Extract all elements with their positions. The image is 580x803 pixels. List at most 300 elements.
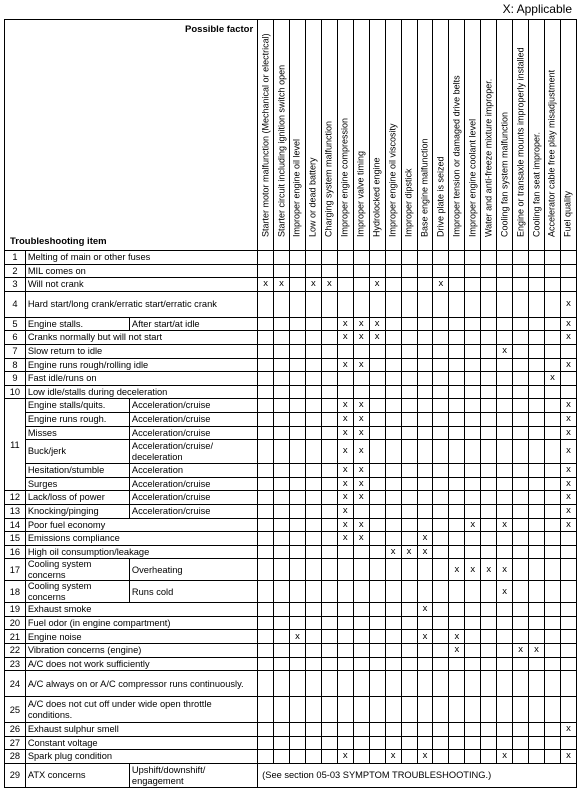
empty-cell xyxy=(449,291,465,317)
empty-cell xyxy=(513,532,529,546)
empty-cell xyxy=(274,291,290,317)
empty-cell xyxy=(369,464,385,478)
empty-cell xyxy=(337,657,353,671)
empty-cell xyxy=(513,603,529,617)
applicable-mark: x xyxy=(497,559,513,581)
row-number: 9 xyxy=(5,372,26,386)
applicable-mark: x xyxy=(465,518,481,532)
applicable-mark: x xyxy=(353,426,369,440)
empty-cell xyxy=(401,251,417,265)
empty-cell xyxy=(401,291,417,317)
empty-cell xyxy=(321,504,337,518)
empty-cell xyxy=(258,657,274,671)
troubleshooting-item: Cooling system concerns xyxy=(25,581,129,603)
empty-cell xyxy=(513,264,529,278)
applicable-mark: x xyxy=(560,477,576,491)
empty-cell xyxy=(258,545,274,559)
applicable-mark: x xyxy=(560,504,576,518)
empty-cell xyxy=(417,697,433,723)
empty-cell xyxy=(529,559,545,581)
empty-cell xyxy=(417,504,433,518)
table-row xyxy=(5,426,577,440)
empty-cell xyxy=(321,616,337,630)
empty-cell xyxy=(465,317,481,331)
empty-cell xyxy=(274,697,290,723)
empty-cell xyxy=(258,477,274,491)
applicable-mark: x xyxy=(369,278,385,292)
table-row xyxy=(5,331,577,345)
empty-cell xyxy=(465,723,481,737)
empty-cell xyxy=(560,559,576,581)
empty-cell xyxy=(465,426,481,440)
empty-cell xyxy=(290,736,306,750)
row-number: 8 xyxy=(5,358,26,372)
empty-cell xyxy=(433,412,449,426)
empty-cell xyxy=(513,630,529,644)
empty-cell xyxy=(305,532,321,546)
empty-cell xyxy=(274,545,290,559)
empty-cell xyxy=(305,317,321,331)
applicable-mark: x xyxy=(465,559,481,581)
empty-cell xyxy=(465,504,481,518)
applicable-mark: x xyxy=(337,532,353,546)
applicable-mark: x xyxy=(560,491,576,505)
factor-label: Improper valve timing xyxy=(355,150,366,237)
empty-cell xyxy=(385,464,401,478)
applicable-mark: x xyxy=(337,412,353,426)
empty-cell xyxy=(305,440,321,464)
empty-cell xyxy=(417,358,433,372)
empty-cell xyxy=(369,477,385,491)
empty-cell xyxy=(529,723,545,737)
row-number: 16 xyxy=(5,545,26,559)
empty-cell xyxy=(497,697,513,723)
empty-cell xyxy=(433,630,449,644)
row-number: 5 xyxy=(5,317,26,331)
empty-cell xyxy=(305,616,321,630)
empty-cell xyxy=(545,399,561,413)
empty-cell xyxy=(449,372,465,386)
empty-cell xyxy=(529,412,545,426)
empty-cell xyxy=(497,358,513,372)
empty-cell xyxy=(481,331,497,345)
empty-cell xyxy=(369,630,385,644)
empty-cell xyxy=(481,504,497,518)
empty-cell xyxy=(258,630,274,644)
empty-cell xyxy=(529,426,545,440)
table-row xyxy=(5,504,577,518)
table-row xyxy=(5,372,577,386)
empty-cell xyxy=(529,697,545,723)
applicable-mark: x xyxy=(353,399,369,413)
row-number: 10 xyxy=(5,385,26,399)
empty-cell xyxy=(353,671,369,697)
empty-cell xyxy=(369,251,385,265)
table-row xyxy=(5,518,577,532)
applicable-mark: x xyxy=(337,504,353,518)
row-note: (See section 05-03 SYMPTOM TROUBLESHOOTING.) xyxy=(258,764,577,788)
empty-cell xyxy=(465,331,481,345)
empty-cell xyxy=(417,412,433,426)
factor-label: Water and anti-freeze mixture improper. xyxy=(482,78,493,237)
empty-cell xyxy=(290,657,306,671)
empty-cell xyxy=(560,278,576,292)
troubleshooting-item: Engine noise xyxy=(25,630,257,644)
troubleshooting-item: ATX concerns xyxy=(25,764,129,788)
empty-cell xyxy=(385,251,401,265)
table-row xyxy=(5,644,577,658)
header-corner xyxy=(5,20,258,251)
empty-cell xyxy=(513,412,529,426)
empty-cell xyxy=(290,331,306,345)
applicable-mark: x xyxy=(560,464,576,478)
empty-cell xyxy=(290,372,306,386)
table-row xyxy=(5,581,577,603)
empty-cell xyxy=(274,399,290,413)
item-condition: Acceleration/cruise xyxy=(129,399,257,413)
empty-cell xyxy=(401,697,417,723)
row-number: 14 xyxy=(5,518,26,532)
empty-cell xyxy=(497,504,513,518)
empty-cell xyxy=(353,372,369,386)
empty-cell xyxy=(321,291,337,317)
empty-cell xyxy=(401,518,417,532)
empty-cell xyxy=(290,291,306,317)
row-number: 17 xyxy=(5,559,26,581)
empty-cell xyxy=(560,603,576,617)
empty-cell xyxy=(433,372,449,386)
applicable-mark: x xyxy=(337,426,353,440)
empty-cell xyxy=(513,399,529,413)
item-condition: After start/at idle xyxy=(129,317,257,331)
empty-cell xyxy=(305,264,321,278)
empty-cell xyxy=(337,291,353,317)
factor-header-11 xyxy=(433,20,449,251)
empty-cell xyxy=(513,440,529,464)
empty-cell xyxy=(481,603,497,617)
factor-header-14 xyxy=(481,20,497,251)
empty-cell xyxy=(529,581,545,603)
empty-cell xyxy=(545,723,561,737)
empty-cell xyxy=(529,518,545,532)
empty-cell xyxy=(560,545,576,559)
empty-cell xyxy=(274,344,290,358)
empty-cell xyxy=(369,399,385,413)
empty-cell xyxy=(385,657,401,671)
empty-cell xyxy=(401,372,417,386)
empty-cell xyxy=(481,291,497,317)
empty-cell xyxy=(545,630,561,644)
empty-cell xyxy=(465,630,481,644)
empty-cell xyxy=(513,278,529,292)
empty-cell xyxy=(274,440,290,464)
empty-cell xyxy=(258,264,274,278)
empty-cell xyxy=(433,736,449,750)
empty-cell xyxy=(305,657,321,671)
empty-cell xyxy=(385,736,401,750)
empty-cell xyxy=(545,331,561,345)
empty-cell xyxy=(433,750,449,764)
empty-cell xyxy=(401,504,417,518)
empty-cell xyxy=(465,399,481,413)
empty-cell xyxy=(545,264,561,278)
empty-cell xyxy=(545,278,561,292)
empty-cell xyxy=(513,616,529,630)
applicable-mark: x xyxy=(417,532,433,546)
empty-cell xyxy=(369,736,385,750)
empty-cell xyxy=(305,477,321,491)
empty-cell xyxy=(337,644,353,658)
empty-cell xyxy=(385,723,401,737)
empty-cell xyxy=(337,264,353,278)
empty-cell xyxy=(560,251,576,265)
troubleshooting-item: Emissions compliance xyxy=(25,532,257,546)
empty-cell xyxy=(321,399,337,413)
empty-cell xyxy=(321,385,337,399)
empty-cell xyxy=(417,491,433,505)
applicable-mark: x xyxy=(369,331,385,345)
empty-cell xyxy=(321,344,337,358)
empty-cell xyxy=(321,358,337,372)
empty-cell xyxy=(545,477,561,491)
empty-cell xyxy=(560,372,576,386)
empty-cell xyxy=(385,532,401,546)
empty-cell xyxy=(401,426,417,440)
empty-cell xyxy=(513,291,529,317)
empty-cell xyxy=(353,581,369,603)
empty-cell xyxy=(417,518,433,532)
empty-cell xyxy=(449,412,465,426)
empty-cell xyxy=(529,630,545,644)
empty-cell xyxy=(369,426,385,440)
factor-label: Drive plate is seized xyxy=(435,155,446,237)
empty-cell xyxy=(449,264,465,278)
empty-cell xyxy=(274,331,290,345)
empty-cell xyxy=(385,372,401,386)
empty-cell xyxy=(545,426,561,440)
empty-cell xyxy=(481,264,497,278)
empty-cell xyxy=(481,723,497,737)
empty-cell xyxy=(401,358,417,372)
item-condition: Acceleration/cruise xyxy=(129,412,257,426)
table-row xyxy=(5,317,577,331)
row-number: 23 xyxy=(5,657,26,671)
empty-cell xyxy=(401,603,417,617)
empty-cell xyxy=(274,630,290,644)
troubleshooting-item: Cooling system concerns xyxy=(25,559,129,581)
factor-label: Charging system malfunction xyxy=(323,120,334,237)
empty-cell xyxy=(465,358,481,372)
empty-cell xyxy=(560,385,576,399)
empty-cell xyxy=(449,581,465,603)
empty-cell xyxy=(481,697,497,723)
empty-cell xyxy=(290,251,306,265)
empty-cell xyxy=(529,616,545,630)
empty-cell xyxy=(274,671,290,697)
empty-cell xyxy=(369,344,385,358)
empty-cell xyxy=(385,291,401,317)
empty-cell xyxy=(449,399,465,413)
factor-label: Starter motor malfunction (Mechanical or electrical) xyxy=(259,32,270,237)
empty-cell xyxy=(417,559,433,581)
empty-cell xyxy=(337,344,353,358)
empty-cell xyxy=(369,372,385,386)
empty-cell xyxy=(258,344,274,358)
empty-cell xyxy=(481,426,497,440)
table-row xyxy=(5,657,577,671)
empty-cell xyxy=(481,251,497,265)
empty-cell xyxy=(417,399,433,413)
table-row xyxy=(5,412,577,426)
empty-cell xyxy=(465,464,481,478)
empty-cell xyxy=(529,603,545,617)
item-condition: Acceleration xyxy=(129,464,257,478)
empty-cell xyxy=(465,616,481,630)
applicable-mark: x xyxy=(258,278,274,292)
empty-cell xyxy=(545,317,561,331)
empty-cell xyxy=(401,657,417,671)
empty-cell xyxy=(385,344,401,358)
empty-cell xyxy=(290,532,306,546)
empty-cell xyxy=(433,644,449,658)
row-number: 11 xyxy=(5,399,26,491)
empty-cell xyxy=(274,644,290,658)
empty-cell xyxy=(433,723,449,737)
empty-cell xyxy=(433,518,449,532)
empty-cell xyxy=(545,559,561,581)
empty-cell xyxy=(465,736,481,750)
empty-cell xyxy=(513,736,529,750)
empty-cell xyxy=(305,344,321,358)
empty-cell xyxy=(497,251,513,265)
empty-cell xyxy=(305,426,321,440)
troubleshooting-item: Spark plug condition xyxy=(25,750,257,764)
empty-cell xyxy=(353,291,369,317)
empty-cell xyxy=(321,736,337,750)
applicable-mark: x xyxy=(449,630,465,644)
row-number: 3 xyxy=(5,278,26,292)
factor-label: Improper dipstick xyxy=(403,167,414,237)
empty-cell xyxy=(449,331,465,345)
empty-cell xyxy=(258,603,274,617)
empty-cell xyxy=(433,358,449,372)
empty-cell xyxy=(513,559,529,581)
factor-header-19 xyxy=(560,20,576,251)
empty-cell xyxy=(353,616,369,630)
empty-cell xyxy=(465,657,481,671)
empty-cell xyxy=(513,671,529,697)
empty-cell xyxy=(305,750,321,764)
empty-cell xyxy=(529,344,545,358)
empty-cell xyxy=(433,440,449,464)
empty-cell xyxy=(290,477,306,491)
empty-cell xyxy=(385,358,401,372)
empty-cell xyxy=(513,581,529,603)
empty-cell xyxy=(305,671,321,697)
empty-cell xyxy=(274,251,290,265)
empty-cell xyxy=(401,671,417,697)
empty-cell xyxy=(449,477,465,491)
empty-cell xyxy=(369,532,385,546)
empty-cell xyxy=(417,291,433,317)
empty-cell xyxy=(401,532,417,546)
empty-cell xyxy=(513,504,529,518)
empty-cell xyxy=(321,491,337,505)
empty-cell xyxy=(337,697,353,723)
empty-cell xyxy=(385,559,401,581)
empty-cell xyxy=(433,616,449,630)
factor-header-3 xyxy=(305,20,321,251)
empty-cell xyxy=(274,603,290,617)
empty-cell xyxy=(529,264,545,278)
empty-cell xyxy=(369,545,385,559)
empty-cell xyxy=(497,630,513,644)
empty-cell xyxy=(465,491,481,505)
empty-cell xyxy=(401,630,417,644)
empty-cell xyxy=(433,399,449,413)
troubleshooting-item: Engine stalls/quits. xyxy=(25,399,129,413)
empty-cell xyxy=(385,385,401,399)
applicable-mark: x xyxy=(353,317,369,331)
table-row xyxy=(5,559,577,581)
empty-cell xyxy=(529,440,545,464)
empty-cell xyxy=(465,251,481,265)
empty-cell xyxy=(513,464,529,478)
row-number: 13 xyxy=(5,504,26,518)
empty-cell xyxy=(258,532,274,546)
empty-cell xyxy=(449,532,465,546)
empty-cell xyxy=(417,736,433,750)
empty-cell xyxy=(401,491,417,505)
empty-cell xyxy=(290,581,306,603)
factor-label: Hydrolocked engine xyxy=(371,156,382,237)
empty-cell xyxy=(417,278,433,292)
applicable-mark: x xyxy=(560,331,576,345)
applicable-mark: x xyxy=(560,399,576,413)
empty-cell xyxy=(321,644,337,658)
empty-cell xyxy=(529,372,545,386)
empty-cell xyxy=(321,750,337,764)
empty-cell xyxy=(401,581,417,603)
troubleshooting-item: Cranks normally but will not start xyxy=(25,331,257,345)
empty-cell xyxy=(529,385,545,399)
empty-cell xyxy=(353,644,369,658)
empty-cell xyxy=(497,671,513,697)
empty-cell xyxy=(545,644,561,658)
empty-cell xyxy=(401,477,417,491)
empty-cell xyxy=(321,440,337,464)
empty-cell xyxy=(401,440,417,464)
applicable-mark: x xyxy=(353,464,369,478)
table-row xyxy=(5,545,577,559)
empty-cell xyxy=(353,603,369,617)
empty-cell xyxy=(481,440,497,464)
empty-cell xyxy=(433,426,449,440)
empty-cell xyxy=(353,264,369,278)
empty-cell xyxy=(497,464,513,478)
table-row xyxy=(5,764,577,788)
troubleshooting-item: Poor fuel economy xyxy=(25,518,257,532)
troubleshooting-item: Fuel odor (in engine compartment) xyxy=(25,616,257,630)
applicable-mark: x xyxy=(497,518,513,532)
empty-cell xyxy=(417,671,433,697)
empty-cell xyxy=(529,358,545,372)
troubleshooting-item: Fast idle/runs on xyxy=(25,372,257,386)
empty-cell xyxy=(337,581,353,603)
empty-cell xyxy=(560,532,576,546)
applicable-mark: x xyxy=(337,477,353,491)
empty-cell xyxy=(545,671,561,697)
